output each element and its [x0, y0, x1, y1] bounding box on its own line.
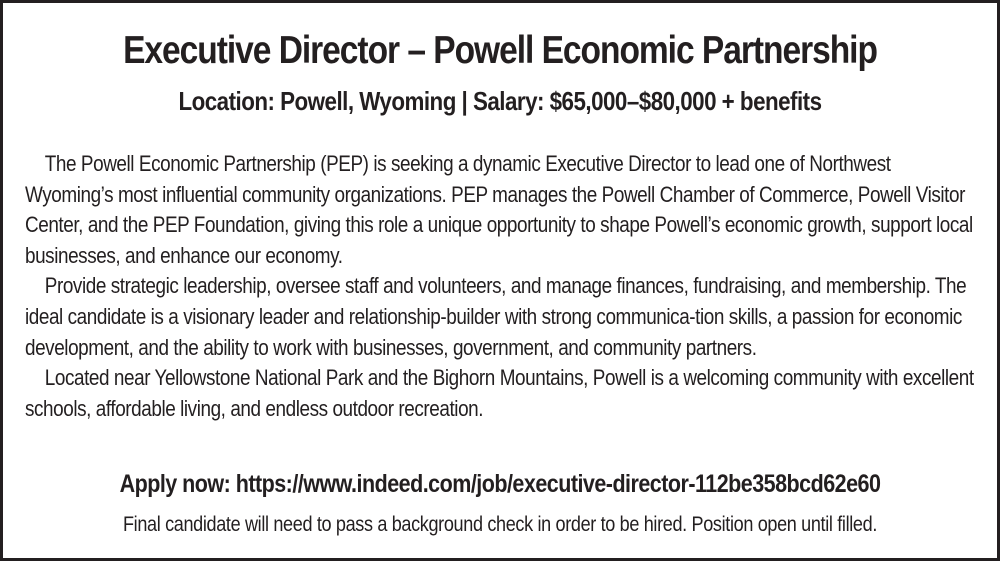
ad-body	[25, 149, 975, 424]
ad-paragraph-location: Located near Yellowstone National Park and the Bighorn Mountains, Powell is a welcoming community with excellent schools, affordable living, and endless outdoor recreation.	[25, 365, 974, 421]
ad-title: Executive Director – Powell Economic Partnership	[123, 29, 877, 72]
apply-link[interactable]: Apply now: https://www.indeed.com/job/executive-director-112be358bcd62e60	[119, 470, 881, 498]
ad-paragraph-intro: The Powell Economic Partnership (PEP) is seeking a dynamic Executive Director to lead one of Northwest Wyoming’s most influential community organizations. PEP manages the Powell Chamber of Commerce, Powell Visitor Center, and the PEP Foundation, giving this role a unique opportunity to shape Powell’s economic growth, support local businesses, and enhance our economy.	[25, 151, 973, 268]
ad-paragraph-duties: Provide strategic leadership, oversee staff and volunteers, and manage finances, fundraising, and membership. The ideal candidate is a visionary leader and relationship-builder with strong communica-tion skills, a passion for economic development, and the ability to work with businesses, government, and community partners.	[25, 273, 967, 360]
ad-footnote: Final candidate will need to pass a background check in order to be hired. Position open until filled.	[122, 513, 878, 536]
ad-location-salary: Location: Powell, Wyoming | Salary: $65,000–$80,000 + benefits	[178, 86, 822, 116]
